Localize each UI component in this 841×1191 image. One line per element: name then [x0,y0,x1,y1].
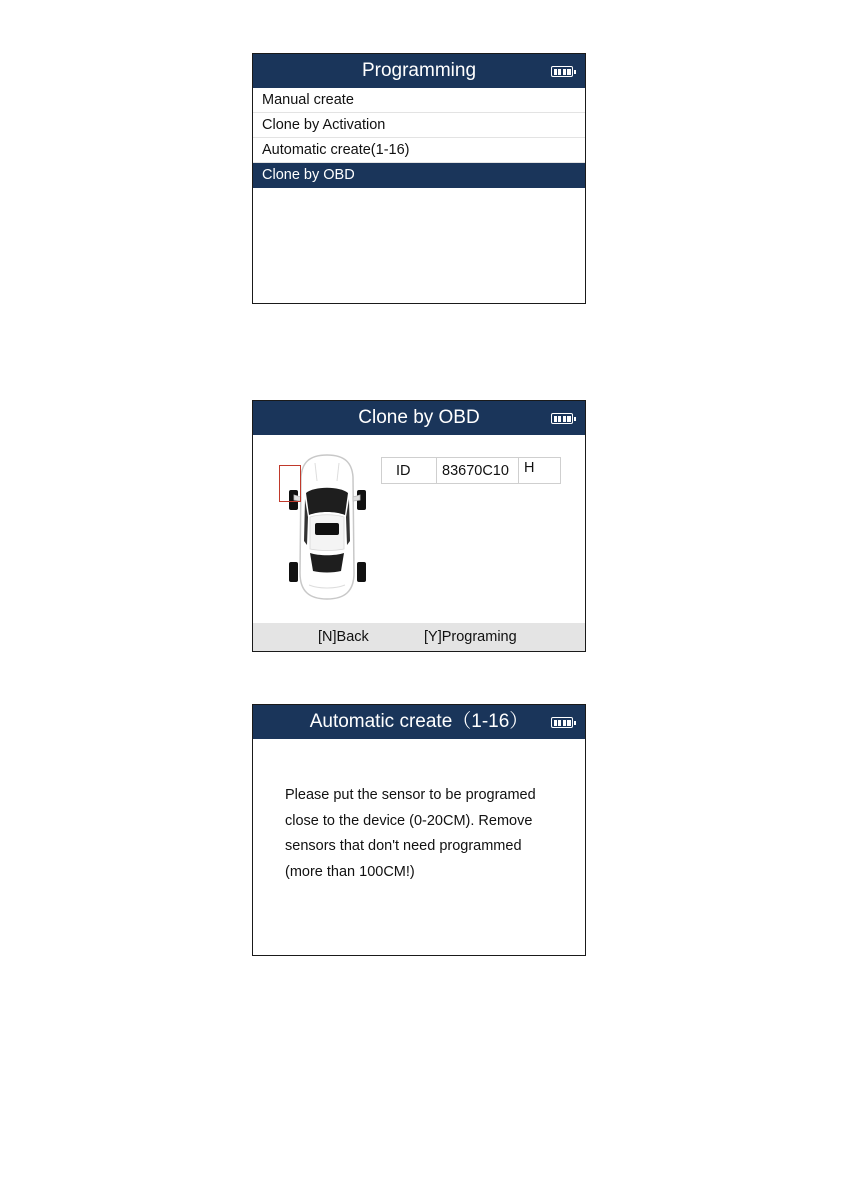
screen-title: Programming [361,60,477,81]
battery-icon [551,717,573,728]
title-bar [253,54,585,88]
tire-rear-right [357,562,366,582]
clone-by-obd-screen [252,400,586,652]
screen-title: Clone by OBD [358,407,480,428]
sensor-id-table [381,457,561,484]
footer-bar [253,623,585,651]
selected-tire-highlight [279,465,301,502]
programming-screen [252,53,586,304]
message-line: Please put the sensor to be programed [285,787,536,803]
id-suffix: H [519,458,561,484]
clone-body [253,435,585,623]
battery-icon [551,66,573,77]
menu-item-clone-by-obd[interactable]: Clone by OBD [253,163,585,188]
menu-item-manual-create[interactable]: Manual create [253,88,585,113]
menu-item-clone-by-activation[interactable]: Clone by Activation [253,113,585,138]
programing-button[interactable]: [Y]Programing [424,629,517,645]
battery-icon [551,413,573,424]
title-bar [253,705,585,739]
automatic-create-screen [252,704,586,956]
back-button[interactable]: [N]Back [318,629,369,645]
id-label: ID [382,458,437,484]
message-line: close to the device (0-20CM). Remove [285,812,533,829]
menu-item-automatic-create[interactable]: Automatic create(1-16) [253,138,585,163]
tire-rear-left [289,562,298,582]
message-line: sensors that don't need programmed [285,838,522,854]
message-line: (more than 100CM!) [285,863,415,880]
id-value: 83670C10 [437,458,519,484]
title-bar [253,401,585,435]
instruction-message [253,739,585,885]
screen-title: Automatic create（1-16） [309,711,529,732]
programming-menu [253,88,585,188]
